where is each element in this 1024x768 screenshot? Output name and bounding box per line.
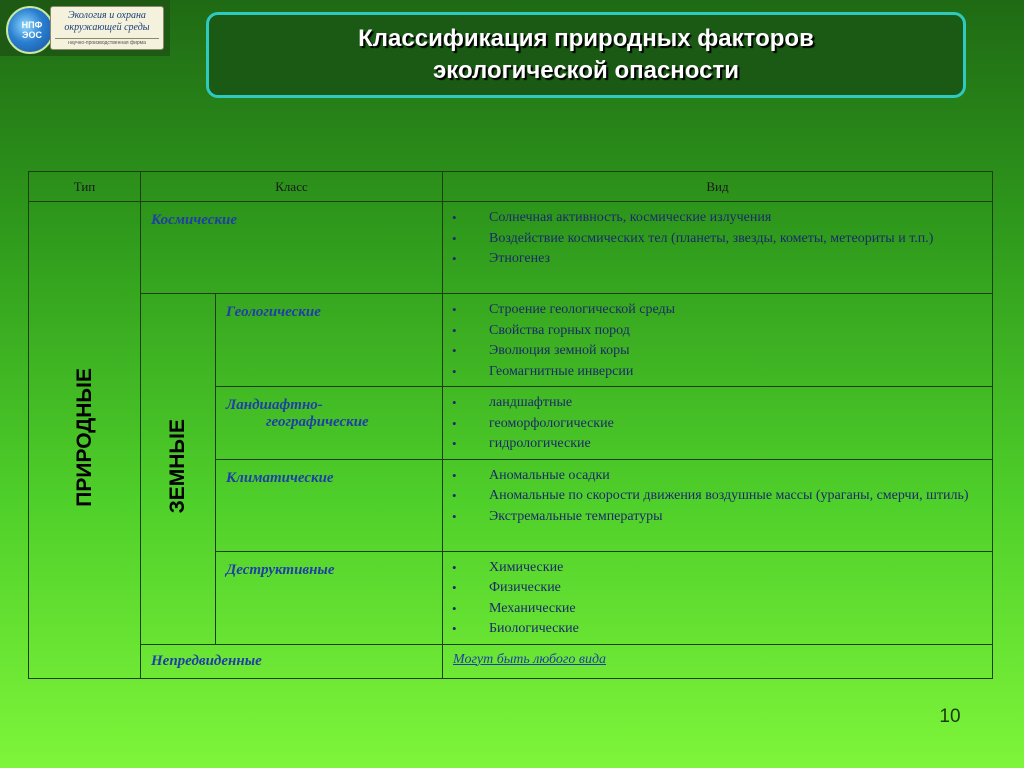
logo-plate: [50, 6, 164, 50]
logo-line-3: научно-производственная фирма: [55, 38, 159, 46]
header-class: Класс: [141, 172, 443, 202]
header-type: Тип: [29, 172, 141, 202]
type-label: ПРИРОДНЫЕ: [72, 367, 96, 507]
kind-unforeseen: Могут быть любого вида: [443, 644, 993, 678]
subgroup-cell: [141, 294, 216, 645]
list-item: • Свойства горных пород: [451, 321, 982, 342]
kind-cosmic: [443, 202, 993, 294]
class-cosmic: Космические: [141, 202, 443, 294]
table-header-row: [29, 172, 993, 202]
class-geological: Геологические: [216, 294, 443, 387]
class-landscape-line-2: географические: [266, 414, 369, 430]
list-item: • ландшафтные: [451, 393, 982, 414]
list-item: • Этногенез: [451, 249, 982, 270]
kind-destructive: [443, 551, 993, 644]
list-item: • Экстремальные температуры: [451, 507, 982, 528]
class-unforeseen: Непредвиденные: [141, 644, 443, 678]
classification-table: [28, 171, 993, 679]
list-item: • Геомагнитные инверсии: [451, 362, 982, 383]
globe-icon: [6, 6, 54, 54]
slide-title-line-2: экологической опасности: [433, 57, 739, 84]
list-item: • Аномальные осадки: [451, 466, 982, 487]
list-item: • Биологические: [451, 619, 982, 640]
slide-title-box: [206, 12, 966, 98]
subgroup-label: ЗЕМНЫЕ: [166, 419, 189, 514]
list-item: • Аномальные по скорости движения воздушные массы (ураганы, смерчи, штиль): [451, 486, 982, 507]
logo-line-1: Экология и охрана: [68, 10, 146, 21]
class-climatic: Климатические: [216, 459, 443, 551]
kind-landscape: [443, 387, 993, 460]
class-landscape-line-1: Ландшафтно-: [226, 397, 323, 413]
company-logo: [0, 0, 170, 56]
slide-title-line-1: Классификация природных факторов: [358, 25, 814, 52]
kind-climatic: [443, 459, 993, 551]
list-item: • Физические: [451, 578, 982, 599]
class-destructive: Деструктивные: [216, 551, 443, 644]
page-number: 10: [939, 706, 961, 727]
list-item: • Воздействие космических тел (планеты, звезды, кометы, метеориты и т.п.): [451, 229, 982, 250]
class-landscape: [216, 387, 443, 460]
list-item: • Механические: [451, 599, 982, 620]
type-cell: [29, 202, 141, 679]
list-item: • Эволюция земной коры: [451, 341, 982, 362]
list-item: • геоморфологические: [451, 414, 982, 435]
kind-geological: [443, 294, 993, 387]
table-row: [29, 294, 993, 387]
list-item: • Солнечная активность, космические излучения: [451, 208, 982, 229]
list-item: • гидрологические: [451, 434, 982, 455]
logo-globe-text: НПФ ЭОС: [21, 20, 43, 40]
header-kind: Вид: [443, 172, 993, 202]
table-row: [29, 644, 993, 678]
list-item: • Строение геологической среды: [451, 300, 982, 321]
table-row: [29, 202, 993, 294]
logo-line-2: окружающей среды: [64, 22, 150, 33]
list-item: • Химические: [451, 558, 982, 579]
